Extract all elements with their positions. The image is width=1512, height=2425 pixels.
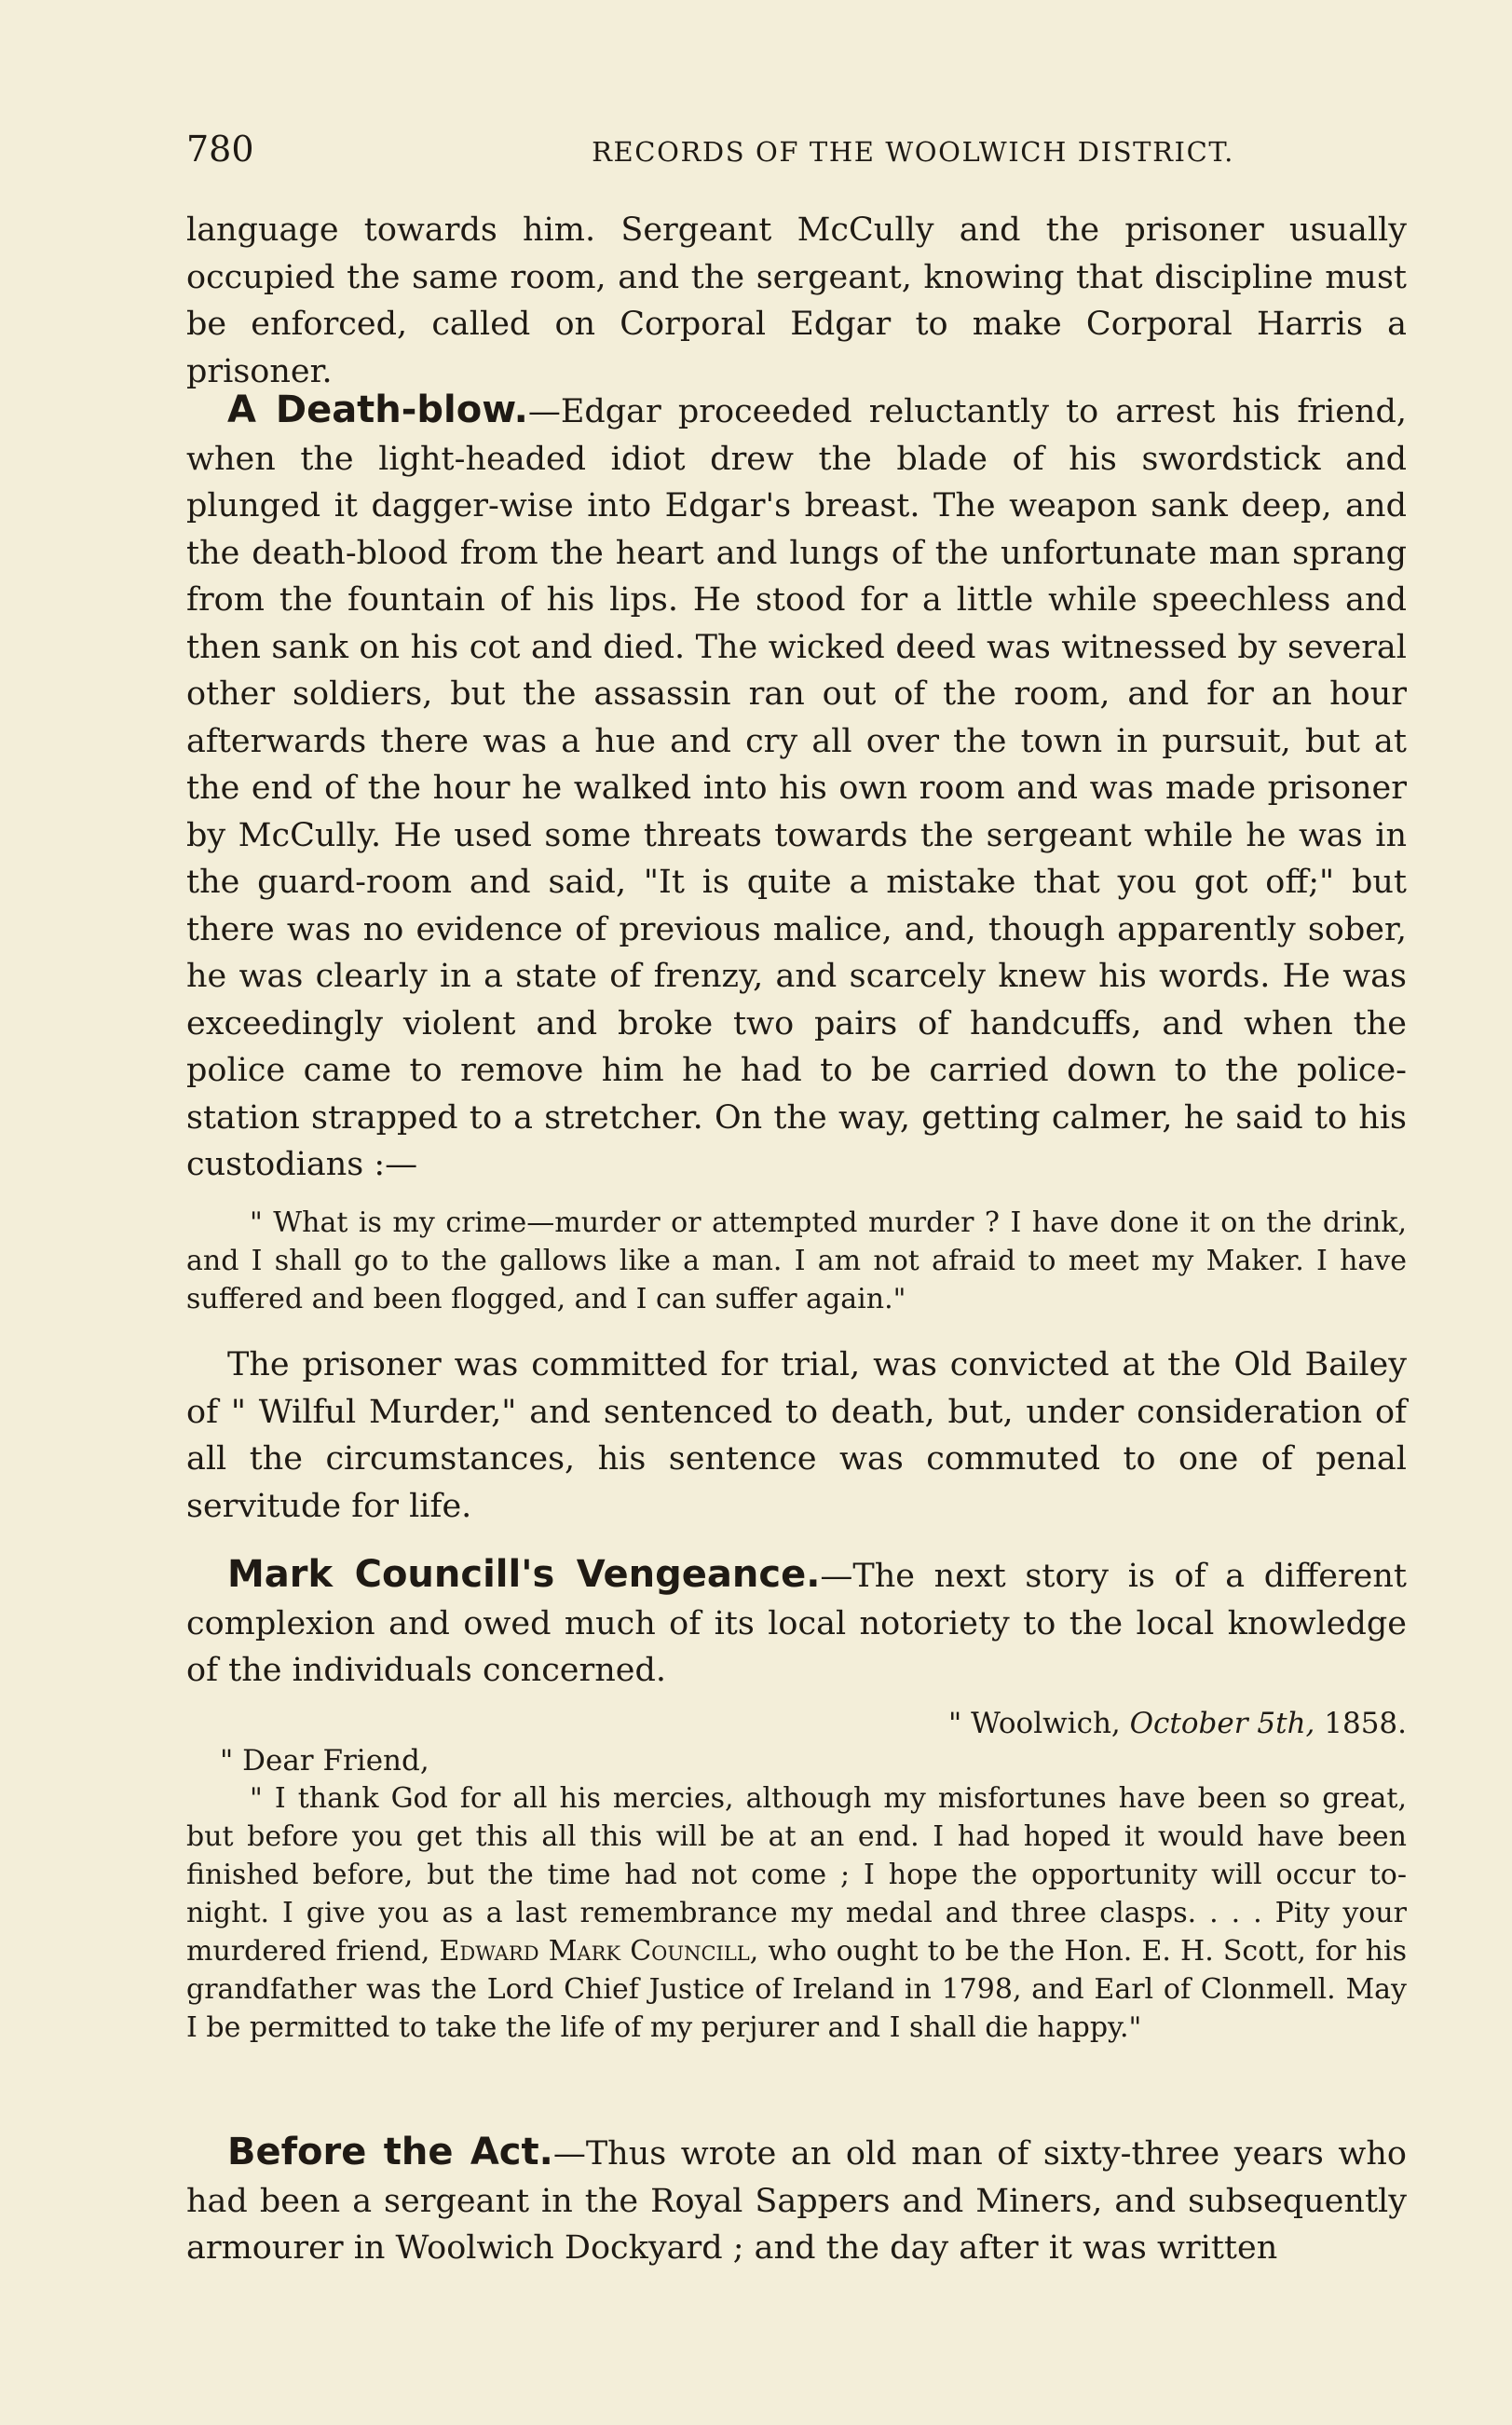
section-text: —Thus wrote an old man of sixty-three years who had been a sergeant in the Royal Sappers and Miners, and subsequently armourer in Woolwich Dockyard ; and the day after it was written: [186, 2135, 1407, 2267]
page-number: 780: [186, 129, 254, 170]
section-death-blow: [186, 387, 1407, 1189]
letter-signature: Edward Mark Councill,: [439, 1935, 759, 1968]
page-header: [186, 129, 1407, 175]
letter: [186, 1707, 1407, 2047]
letter-body: " I thank God for all his mercies, although my misfortunes have been so great, but before you get this all this will be at an end. I had hoped it would have been finished before, but the time had not come ; I hope the opportunity will occur to-night. I give you as a last remembrance my medal and three clasps. . . . Pity your murdered friend, Edward Mark Councill, who ought to be the Hon. E. H. Scott, for his grandfather was the Lord Chief Justice of Ireland in 1798, and Earl of Clonmell. May I be permitted to take the life of my perjurer and I shall die happy.": [186, 1782, 1407, 2044]
section-paragraph: [186, 387, 1407, 1189]
section-heading: Before the Act.: [227, 2131, 553, 2173]
section-heading: Mark Councill's Vengeance.: [227, 1553, 821, 1596]
section-text: —The next story is of a different complexion and owed much of its local notoriety to the local knowledge of the individuals concerned.: [186, 1558, 1407, 1689]
paragraph-continued: [186, 207, 1407, 395]
section-heading: A Death-blow.: [227, 388, 528, 431]
section-text: —Edgar proceeded reluctantly to arrest his friend, when the light-headed idiot drew the blade of his swordstick and plunged it dagger-wise into Edgar's breast. The weapon sank deep, and the death-blood from the heart and lungs of the unfortunate man sprang from the fountain of his lips. He stood for a little while speechless and then sank on his cot and died. The wicked deed was witnessed by several other soldiers, but the assassin ran out of the room, and for an hour afterwards there was a hue and cry all over the town in pursuit, but at the end of the hour he walked into his own room and was made prisoner by McCully. He used some threats towards the sergeant while he was in the guard-room and said, "It is quite a mistake that you got off;" but there was no evidence of previous malice, and, though apparently sober, he was clearly in a state of frenzy, and scarcely knew his words. He was exceedingly violent and broke two pairs of handcuffs, and when the police came to remove him he had to be carried down to the police-station strapped to a stretcher. On the way, getting calmer, he said to his custodians :—: [186, 393, 1407, 1183]
section-vengeance: [186, 1551, 1407, 1695]
section-before-the-act: [186, 2129, 1407, 2272]
section-paragraph: [186, 1551, 1407, 1695]
letter-salutation: " Dear Friend,: [220, 1744, 429, 1778]
quote-text: " What is my crime—murder or attempted murder ? I have done it on the drink, and I shall go to the gallows like a man. I am not afraid to meet my Maker. I have suffered and been flogged, and I can suffer again.": [186, 1206, 1407, 1315]
letter-date: " Woolwich, October 5th, 1858.: [948, 1707, 1407, 1740]
running-head: RECORDS OF THE WOOLWICH DISTRICT.: [592, 136, 1234, 168]
paragraph-text: language towards him. Sergeant McCully and the prisoner usually occupied the same room, and the sergeant, knowing that discipline must be enforced, called on Corporal Edgar to make Corporal Harris a prisoner.: [186, 211, 1407, 390]
block-quote: [186, 1204, 1407, 1318]
section-paragraph: [186, 2129, 1407, 2272]
paragraph-verdict: [186, 1342, 1407, 1530]
paragraph-text: The prisoner was committed for trial, was convicted at the Old Bailey of " Wilful Murder," and sentenced to death, but, under consideration of all the circumstances, his sentence was commuted to one of penal servitude for life.: [186, 1346, 1407, 1525]
